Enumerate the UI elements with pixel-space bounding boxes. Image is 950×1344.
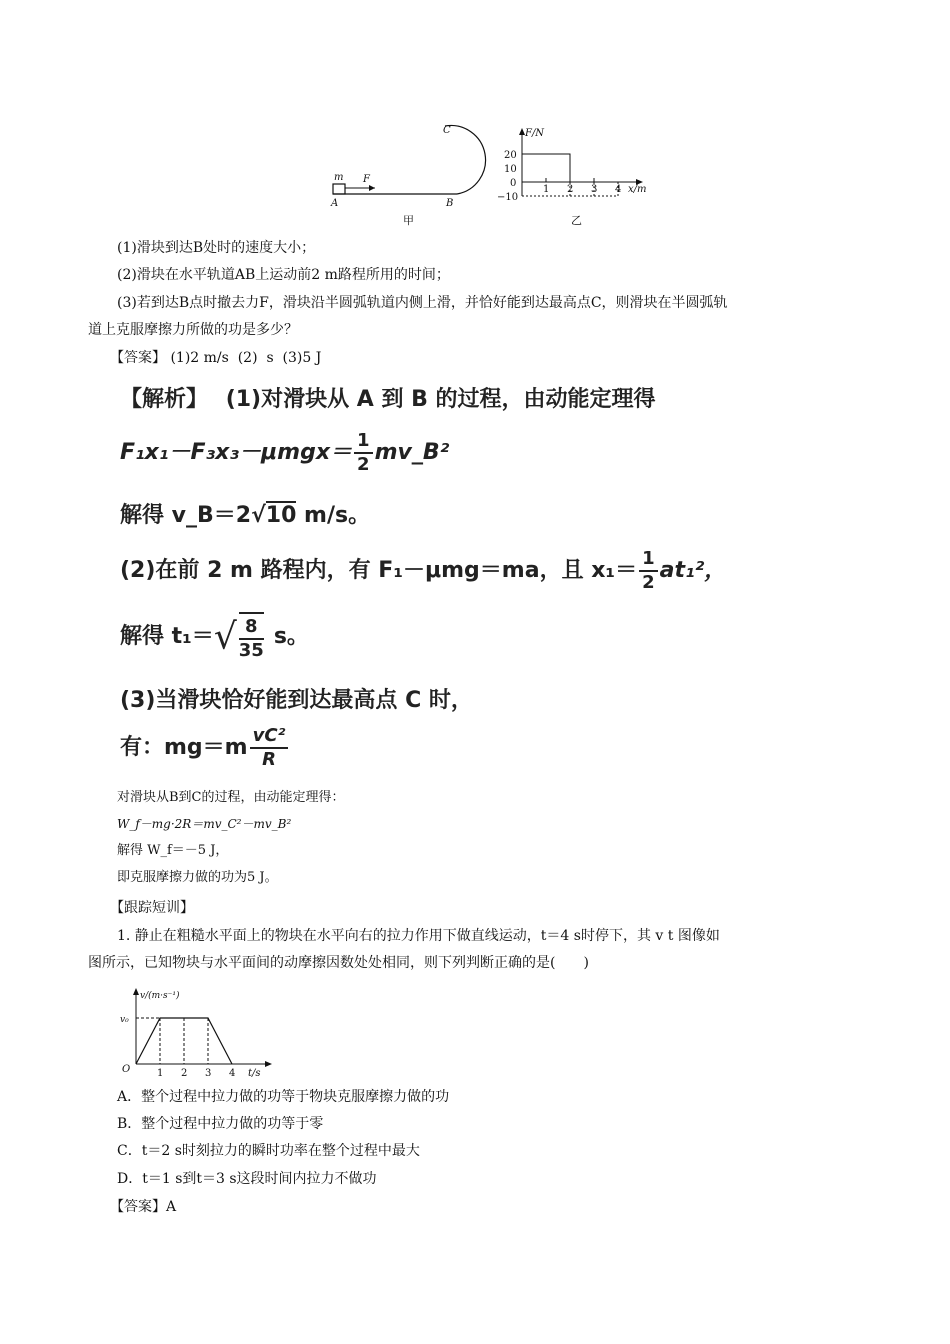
x-tick-1: 1 <box>543 184 550 195</box>
eq7-fraction-den: R <box>262 749 276 770</box>
solution-line-1: 对滑块从B到C的过程，由动能定理得： <box>117 790 345 805</box>
point-c-label: C <box>443 125 451 136</box>
l4-fraction-num: 1 <box>639 548 658 572</box>
vt-x-tick-2: 2 <box>181 1068 188 1078</box>
l4-fraction <box>639 548 658 594</box>
analysis-label: 【解析】 <box>120 387 209 412</box>
eq7-prefix: 有：mg＝m <box>120 735 248 760</box>
vt-origin-label: O <box>122 1064 131 1075</box>
vt-y-axis-label: v/(m·s⁻¹) <box>140 991 180 1001</box>
eq5-prefix: 解得 t₁＝ <box>120 624 214 649</box>
eq1-left: F₁x₁－F₃x₃－μmgx＝ <box>120 440 353 465</box>
option-b: B．整个过程中拉力做的功等于零 <box>117 1116 324 1132</box>
vt-x-tick-3: 3 <box>205 1068 212 1078</box>
x-axis-label: x/m <box>628 184 647 195</box>
y-tick-20: 20 <box>504 150 517 161</box>
solution-line-4: 即克服摩擦力做的功为5 J。 <box>117 870 278 885</box>
practice-question-line2: 图所示，已知物块与水平面间的动摩擦因数处处相同，则下列判断正确的是( ) <box>88 955 589 971</box>
option-c: C．t＝2 s时刻拉力的瞬时功率在整个过程中最大 <box>117 1143 420 1159</box>
mass-label: m <box>334 172 344 183</box>
answer-label: 【答案】 <box>110 350 166 366</box>
y-tick-0: 0 <box>510 178 517 189</box>
eq1-fraction <box>354 430 373 476</box>
analysis-eq-1 <box>120 430 449 476</box>
x-tick-4: 4 <box>615 184 622 195</box>
l4-fraction-den: 2 <box>642 572 655 593</box>
sqrt-symbol-large: √ <box>213 616 237 658</box>
question-1: (1)滑块到达B处时的速度大小； <box>117 240 316 256</box>
l4-text-a: (2)在前 2 m 路程内，有 F₁－μmg＝ma，且 x₁＝ <box>120 558 638 583</box>
y-tick-10: 10 <box>504 164 517 175</box>
analysis-line-1 <box>120 382 656 413</box>
question-3-line2: 道上克服摩擦力所做的功是多少？ <box>88 322 298 338</box>
question-2: (2)滑块在水平轨道AB上运动前2 m路程所用的时间； <box>117 267 450 283</box>
practice-question-line1: 1. 静止在粗糙水平面上的物块在水平向右的拉力作用下做直线运动，t＝4 s时停下，其 v t 图像如 <box>117 928 720 944</box>
eq2-unit: m/s。 <box>296 503 371 528</box>
analysis-text-1: (1)对滑块从 A 到 B 的过程，由动能定理得 <box>225 387 656 412</box>
figure-yi-caption: 乙 <box>571 214 582 227</box>
vt-x-axis-label: t/s <box>248 1068 261 1078</box>
analysis-line-4 <box>120 548 726 594</box>
figure-yi <box>495 118 670 228</box>
answer-text: (1)2 m/s (2) s (3)5 J <box>170 350 322 366</box>
eq1-fraction-den: 2 <box>357 454 370 475</box>
point-b-label: B <box>446 198 454 209</box>
vt-v0-label: v₀ <box>120 1015 129 1025</box>
eq2-prefix: 解得 v_B＝2 <box>120 503 252 528</box>
practice-label: 【跟踪短训】 <box>110 900 194 916</box>
l4-text-b: at₁²， <box>659 558 727 583</box>
eq7-fraction <box>250 725 289 771</box>
solution-line-2: W_f－mg·2R＝mv_C²－mv_B² <box>117 817 292 831</box>
analysis-eq-5 <box>120 612 309 662</box>
eq5-fraction-num: 8 <box>239 616 264 640</box>
analysis-eq-2 <box>120 498 370 529</box>
eq5-fraction-den: 35 <box>238 640 264 661</box>
eq7-fraction-num: vC² <box>250 725 289 749</box>
point-a-label: A <box>331 198 339 209</box>
eq5-unit: s。 <box>273 624 309 649</box>
y-tick-neg10: −10 <box>497 192 519 203</box>
eq1-right: mv_B² <box>374 440 450 465</box>
figure-jia <box>325 118 495 228</box>
y-axis-label: F/N <box>525 128 545 139</box>
x-tick-2: 2 <box>567 184 574 195</box>
question-3-line1: (3)若到达B点时撤去力F，滑块沿半圆弧轨道内侧上滑，并恰好能到达最高点C，则滑块在半圆弧轨 <box>117 295 728 311</box>
vt-x-tick-4: 4 <box>229 1068 236 1078</box>
solution-line-3: 解得 W_f＝－5 J， <box>117 843 229 858</box>
eq2-radicand: 10 <box>265 503 297 528</box>
sqrt-symbol: √ <box>251 503 266 528</box>
practice-answer: 【答案】A <box>110 1199 177 1215</box>
vt-x-tick-1: 1 <box>157 1068 164 1078</box>
eq1-fraction-num: 1 <box>354 430 373 454</box>
force-label: F <box>363 174 370 185</box>
option-a: A．整个过程中拉力做的功等于物块克服摩擦力做的功 <box>117 1089 450 1105</box>
analysis-line-6: (3)当滑块恰好能到达最高点 C 时， <box>120 688 473 713</box>
analysis-eq-7 <box>120 725 290 771</box>
x-tick-3: 3 <box>591 184 598 195</box>
eq5-fraction <box>239 612 264 662</box>
figure-jia-caption: 甲 <box>403 214 414 227</box>
answer-line <box>110 348 321 368</box>
vt-graph <box>110 978 280 1078</box>
option-d: D．t＝1 s到t＝3 s这段时间内拉力不做功 <box>117 1171 377 1187</box>
